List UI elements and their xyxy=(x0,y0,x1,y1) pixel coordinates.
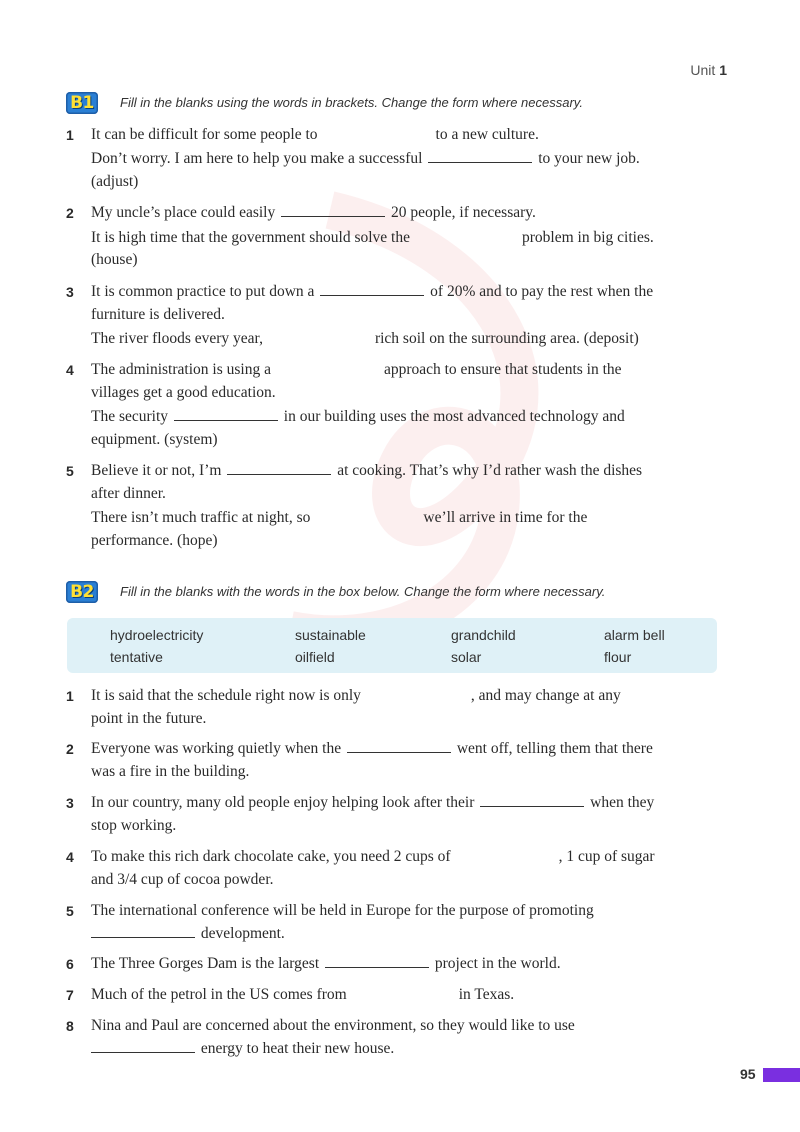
page-number-bar xyxy=(763,1068,800,1082)
question-line: Nina and Paul are concerned about the environment, so they would like to use xyxy=(91,1017,575,1034)
b1-instruction: Fill in the blanks using the words in brackets. Change the form where necessary. xyxy=(120,95,583,110)
question-line xyxy=(91,329,639,349)
hint-word: (adjust) xyxy=(91,173,139,190)
text: It is said that the schedule right now is only xyxy=(91,687,361,704)
answer-blank[interactable] xyxy=(91,924,195,938)
text: The Three Gorges Dam is the largest xyxy=(91,955,320,972)
question-number: 2 xyxy=(66,741,74,757)
answer-blank[interactable] xyxy=(325,954,429,968)
text: to your new job. xyxy=(538,150,640,167)
word-box-item: tentative xyxy=(110,649,163,665)
text: of 20% and to pay the rest when the xyxy=(430,283,654,300)
question-line xyxy=(91,954,561,974)
unit-number: 1 xyxy=(719,62,727,78)
text: in Texas. xyxy=(458,986,515,1003)
word-box-item: grandchild xyxy=(451,627,516,643)
question-line xyxy=(91,686,621,706)
question-line xyxy=(91,282,653,302)
question-line xyxy=(91,203,536,223)
question-number: 4 xyxy=(66,849,74,865)
question-line: furniture is delivered. xyxy=(91,306,225,323)
text: In our country, many old people enjoy helping look after their xyxy=(91,794,475,811)
question-number: 2 xyxy=(66,205,74,221)
word-box-item: hydroelectricity xyxy=(110,627,204,643)
text: Don’t worry. I am here to help you make a successful xyxy=(91,150,423,167)
question-number: 4 xyxy=(66,362,74,378)
answer-blank[interactable] xyxy=(480,793,584,807)
question-line xyxy=(91,985,514,1005)
answer-blank[interactable] xyxy=(428,149,532,163)
question-line xyxy=(91,360,622,380)
answer-blank[interactable] xyxy=(227,461,331,475)
text: when they xyxy=(590,794,655,811)
text: The river floods every year, xyxy=(91,330,263,347)
question-line xyxy=(91,739,653,759)
text: we’ll arrive in time for the xyxy=(423,509,588,526)
text: My uncle’s place could easily xyxy=(91,204,276,221)
question-line: was a fire in the building. xyxy=(91,763,250,780)
text: rich soil on the surrounding area. (deposit) xyxy=(374,330,639,347)
text: 20 people, if necessary. xyxy=(390,204,536,221)
word-box xyxy=(67,618,717,673)
question-number: 3 xyxy=(66,284,74,300)
word-box-item: oilfield xyxy=(295,649,335,665)
question-line xyxy=(91,228,654,248)
question-number: 5 xyxy=(66,463,74,479)
question-number: 1 xyxy=(66,127,74,143)
question-line xyxy=(91,461,642,481)
text: To make this rich dark chocolate cake, you need 2 cups of xyxy=(91,848,451,865)
question-line: and 3/4 cup of cocoa powder. xyxy=(91,871,274,888)
text: project in the world. xyxy=(434,955,561,972)
text: development. xyxy=(200,925,285,942)
word-box-item: flour xyxy=(604,649,632,665)
text: went off, telling them that there xyxy=(456,740,653,757)
b1-badge: B1 xyxy=(66,92,98,114)
question-line xyxy=(91,508,587,528)
unit-label-text: Unit xyxy=(690,62,716,78)
question-line xyxy=(91,149,640,169)
text: in our building uses the most advanced technology and xyxy=(283,408,625,425)
question-number: 3 xyxy=(66,795,74,811)
question-line xyxy=(91,793,654,813)
b2-badge: B2 xyxy=(66,581,98,603)
question-line: stop working. xyxy=(91,817,177,834)
question-line xyxy=(91,125,539,145)
text: Much of the petrol in the US comes from xyxy=(91,986,347,1003)
question-number: 8 xyxy=(66,1018,74,1034)
text: approach to ensure that students in the xyxy=(383,361,622,378)
answer-blank[interactable] xyxy=(320,282,424,296)
question-line xyxy=(91,1039,394,1059)
text: The administration is using a xyxy=(91,361,271,378)
question-number: 7 xyxy=(66,987,74,1003)
text: to a new culture. xyxy=(435,126,539,143)
answer-blank[interactable] xyxy=(91,1039,195,1053)
word-box-item: solar xyxy=(451,649,482,665)
answer-blank[interactable] xyxy=(174,407,278,421)
question-line xyxy=(91,407,625,427)
word-box-item: sustainable xyxy=(295,627,366,643)
question-line: villages get a good education. xyxy=(91,384,276,401)
question-line: performance. (hope) xyxy=(91,532,218,549)
question-line: after dinner. xyxy=(91,485,166,502)
question-line xyxy=(91,924,285,944)
text: The security xyxy=(91,408,169,425)
question-line: point in the future. xyxy=(91,710,207,727)
text: It can be difficult for some people to xyxy=(91,126,318,143)
word-box-item: alarm bell xyxy=(604,627,665,643)
text: , 1 cup of sugar xyxy=(558,848,655,865)
page-number: 95 xyxy=(740,1066,756,1082)
text: It is common practice to put down a xyxy=(91,283,315,300)
answer-blank[interactable] xyxy=(281,203,385,217)
question-line: equipment. (system) xyxy=(91,431,218,448)
text: problem in big cities. xyxy=(522,229,654,246)
question-line: The international conference will be held in Europe for the purpose of promoting xyxy=(91,902,594,919)
question-number: 1 xyxy=(66,688,74,704)
text: at cooking. That’s why I’d rather wash the dishes xyxy=(337,462,643,479)
hint-word: (house) xyxy=(91,251,138,268)
text: Everyone was working quietly when the xyxy=(91,740,342,757)
text: There isn’t much traffic at night, so xyxy=(91,509,311,526)
text: Believe it or not, I’m xyxy=(91,462,222,479)
text: It is high time that the government should solve the xyxy=(91,229,410,246)
text: energy to heat their new house. xyxy=(200,1040,395,1057)
unit-label xyxy=(690,62,727,78)
question-number: 5 xyxy=(66,903,74,919)
question-line xyxy=(91,847,655,867)
text: , and may change at any xyxy=(470,687,621,704)
answer-blank[interactable] xyxy=(347,739,451,753)
b2-instruction: Fill in the blanks with the words in the box below. Change the form where necessary. xyxy=(120,584,606,599)
question-number: 6 xyxy=(66,956,74,972)
